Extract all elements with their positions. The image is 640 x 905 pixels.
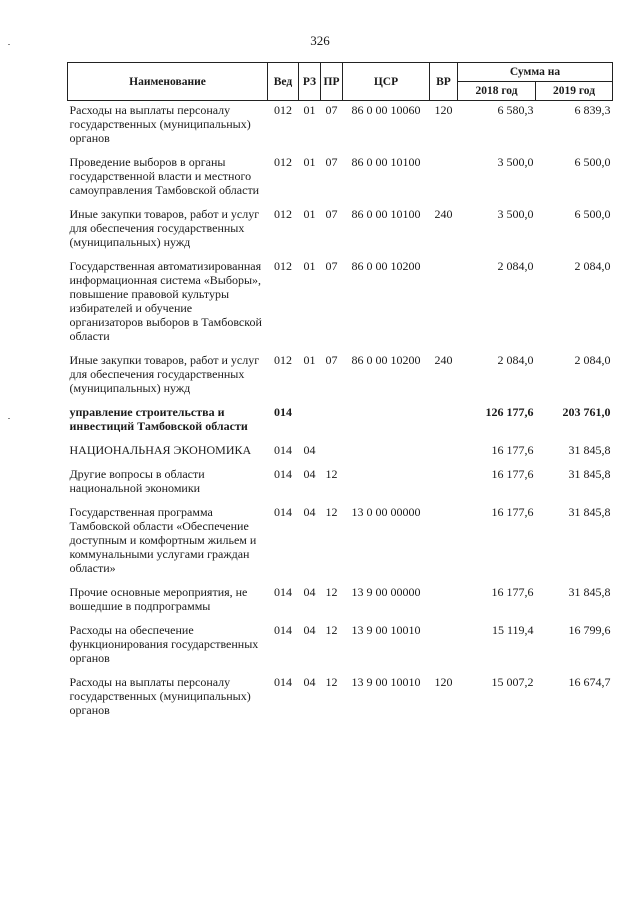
cell-ved: 014	[274, 675, 292, 689]
header-2018: 2018 год	[458, 82, 536, 101]
table-row	[68, 405, 613, 443]
cell-y2018: 16 177,6	[491, 467, 534, 481]
cell-name: Расходы на выплаты персоналу государственных (муниципальных) органов	[69, 103, 251, 145]
table-row	[68, 103, 613, 155]
table-row	[68, 443, 613, 467]
table-body	[68, 101, 613, 728]
table-row	[68, 207, 613, 259]
cell-ved: 014	[274, 585, 292, 599]
cell-rz: 04	[303, 443, 316, 457]
cell-ved: 012	[274, 207, 292, 221]
cell-rz: 04	[303, 585, 316, 599]
cell-vr: 120	[434, 103, 453, 117]
cell-vr: 240	[434, 353, 453, 367]
cell-pr: 07	[325, 103, 338, 117]
cell-y2019: 16 674,7	[568, 675, 611, 689]
cell-y2018: 15 007,2	[491, 675, 534, 689]
cell-ved: 012	[274, 353, 292, 367]
cell-rz: 04	[303, 675, 316, 689]
cell-pr	[321, 443, 343, 467]
cell-pr: 12	[325, 585, 338, 599]
header-rz: РЗ	[299, 63, 321, 101]
cell-pr: 07	[325, 353, 338, 367]
cell-vr	[430, 467, 458, 505]
cell-rz: 01	[303, 353, 316, 367]
cell-csr: 13 9 00 10010	[351, 623, 421, 637]
cell-ved: 014	[274, 623, 292, 637]
header-pr: ПР	[321, 63, 343, 101]
cell-pr: 12	[325, 505, 338, 519]
header-ved: Вед	[268, 63, 299, 101]
cell-y2019: 31 845,8	[568, 505, 611, 519]
cell-y2018: 126 177,6	[485, 405, 534, 419]
cell-y2018: 2 084,0	[497, 259, 534, 273]
cell-name: Иные закупки товаров, работ и услуг для обеспечения государственных (муниципальных) нужд	[69, 353, 260, 395]
cell-y2019: 6 839,3	[574, 103, 611, 117]
cell-pr	[321, 405, 343, 443]
cell-csr: 13 0 00 00000	[351, 505, 421, 519]
cell-csr: 86 0 00 10060	[351, 103, 421, 117]
cell-name: Проведение выборов в органы государственной власти и местного самоуправления Тамбовской области	[69, 155, 260, 197]
cell-name: Государственная автоматизированная информационная система «Выборы», повышение правовой культуры избирателей и обучение организаторов выборов в Тамбовской области	[69, 259, 262, 343]
cell-y2019: 16 799,6	[568, 623, 611, 637]
cell-name: Расходы на выплаты персоналу государственных (муниципальных) органов	[69, 675, 251, 717]
cell-y2018: 6 580,3	[497, 103, 534, 117]
cell-y2018: 16 177,6	[491, 505, 534, 519]
scan-dot	[8, 418, 10, 419]
cell-rz: 01	[303, 259, 316, 273]
cell-csr: 86 0 00 10100	[351, 155, 421, 169]
cell-ved: 012	[274, 259, 292, 273]
cell-ved: 014	[274, 505, 292, 519]
cell-vr: 240	[434, 207, 453, 221]
cell-y2018: 16 177,6	[491, 585, 534, 599]
header-name: Наименование	[68, 63, 268, 101]
cell-vr	[430, 585, 458, 623]
scan-dot	[8, 44, 10, 45]
cell-ved: 012	[274, 155, 292, 169]
cell-ved: 012	[274, 103, 292, 117]
cell-pr: 12	[325, 675, 338, 689]
cell-pr: 07	[325, 259, 338, 273]
table-header	[68, 63, 613, 101]
cell-vr	[430, 259, 458, 353]
cell-rz: 04	[303, 467, 316, 481]
cell-y2019: 31 845,8	[568, 467, 611, 481]
cell-csr	[343, 405, 430, 443]
cell-csr: 86 0 00 10200	[351, 353, 421, 367]
header-csr: ЦСР	[343, 63, 430, 101]
cell-y2019: 31 845,8	[568, 585, 611, 599]
cell-name: Другие вопросы в области национальной экономики	[69, 467, 205, 495]
cell-vr	[430, 405, 458, 443]
table-row	[68, 353, 613, 405]
cell-name: управление строительства и инвестиций Тамбовской области	[69, 405, 248, 433]
cell-y2019: 203 761,0	[562, 405, 611, 419]
cell-y2018: 3 500,0	[497, 155, 534, 169]
cell-y2019: 2 084,0	[574, 259, 611, 273]
cell-y2018: 3 500,0	[497, 207, 534, 221]
cell-vr	[430, 505, 458, 585]
cell-ved: 014	[274, 405, 292, 419]
page-number: 326	[310, 33, 330, 48]
cell-csr	[343, 467, 430, 505]
cell-rz: 04	[303, 623, 316, 637]
cell-ved: 014	[274, 443, 292, 457]
table-row	[68, 585, 613, 623]
cell-ved: 014	[274, 467, 292, 481]
cell-rz: 01	[303, 103, 316, 117]
table-row	[68, 675, 613, 727]
cell-rz	[299, 405, 321, 443]
cell-y2019: 6 500,0	[574, 207, 611, 221]
cell-name: Прочие основные мероприятия, не вошедшие в подпрограммы	[69, 585, 248, 613]
cell-pr: 12	[325, 623, 338, 637]
cell-rz: 01	[303, 155, 316, 169]
cell-vr	[430, 155, 458, 207]
cell-csr: 86 0 00 10200	[351, 259, 421, 273]
cell-csr: 13 9 00 00000	[351, 585, 421, 599]
cell-name: НАЦИОНАЛЬНАЯ ЭКОНОМИКА	[69, 443, 252, 457]
cell-y2018: 2 084,0	[497, 353, 534, 367]
cell-pr: 12	[325, 467, 338, 481]
cell-y2018: 16 177,6	[491, 443, 534, 457]
table-row	[68, 155, 613, 207]
cell-pr: 07	[325, 155, 338, 169]
cell-y2019: 31 845,8	[568, 443, 611, 457]
cell-pr: 07	[325, 207, 338, 221]
cell-csr	[343, 443, 430, 467]
header-vr: ВР	[430, 63, 458, 101]
cell-rz: 04	[303, 505, 316, 519]
header-sum: Сумма на	[458, 63, 613, 82]
cell-vr	[430, 443, 458, 467]
cell-y2018: 15 119,4	[491, 623, 534, 637]
cell-name: Государственная программа Тамбовской области «Обеспечение доступным и комфортным жильем и коммунальными услугами граждан области»	[69, 505, 257, 575]
cell-y2019: 6 500,0	[574, 155, 611, 169]
cell-vr: 120	[434, 675, 453, 689]
table-row	[68, 623, 613, 675]
cell-y2019: 2 084,0	[574, 353, 611, 367]
table-row	[68, 505, 613, 585]
cell-name: Иные закупки товаров, работ и услуг для обеспечения государственных (муниципальных) нужд	[69, 207, 260, 249]
cell-vr	[430, 623, 458, 675]
cell-name: Расходы на обеспечение функционирования государственных органов	[69, 623, 259, 665]
table-row	[68, 467, 613, 505]
table-row	[68, 259, 613, 353]
cell-rz: 01	[303, 207, 316, 221]
budget-table	[67, 62, 613, 727]
cell-csr: 13 9 00 10010	[351, 675, 421, 689]
cell-csr: 86 0 00 10100	[351, 207, 421, 221]
header-2019: 2019 год	[536, 82, 613, 101]
